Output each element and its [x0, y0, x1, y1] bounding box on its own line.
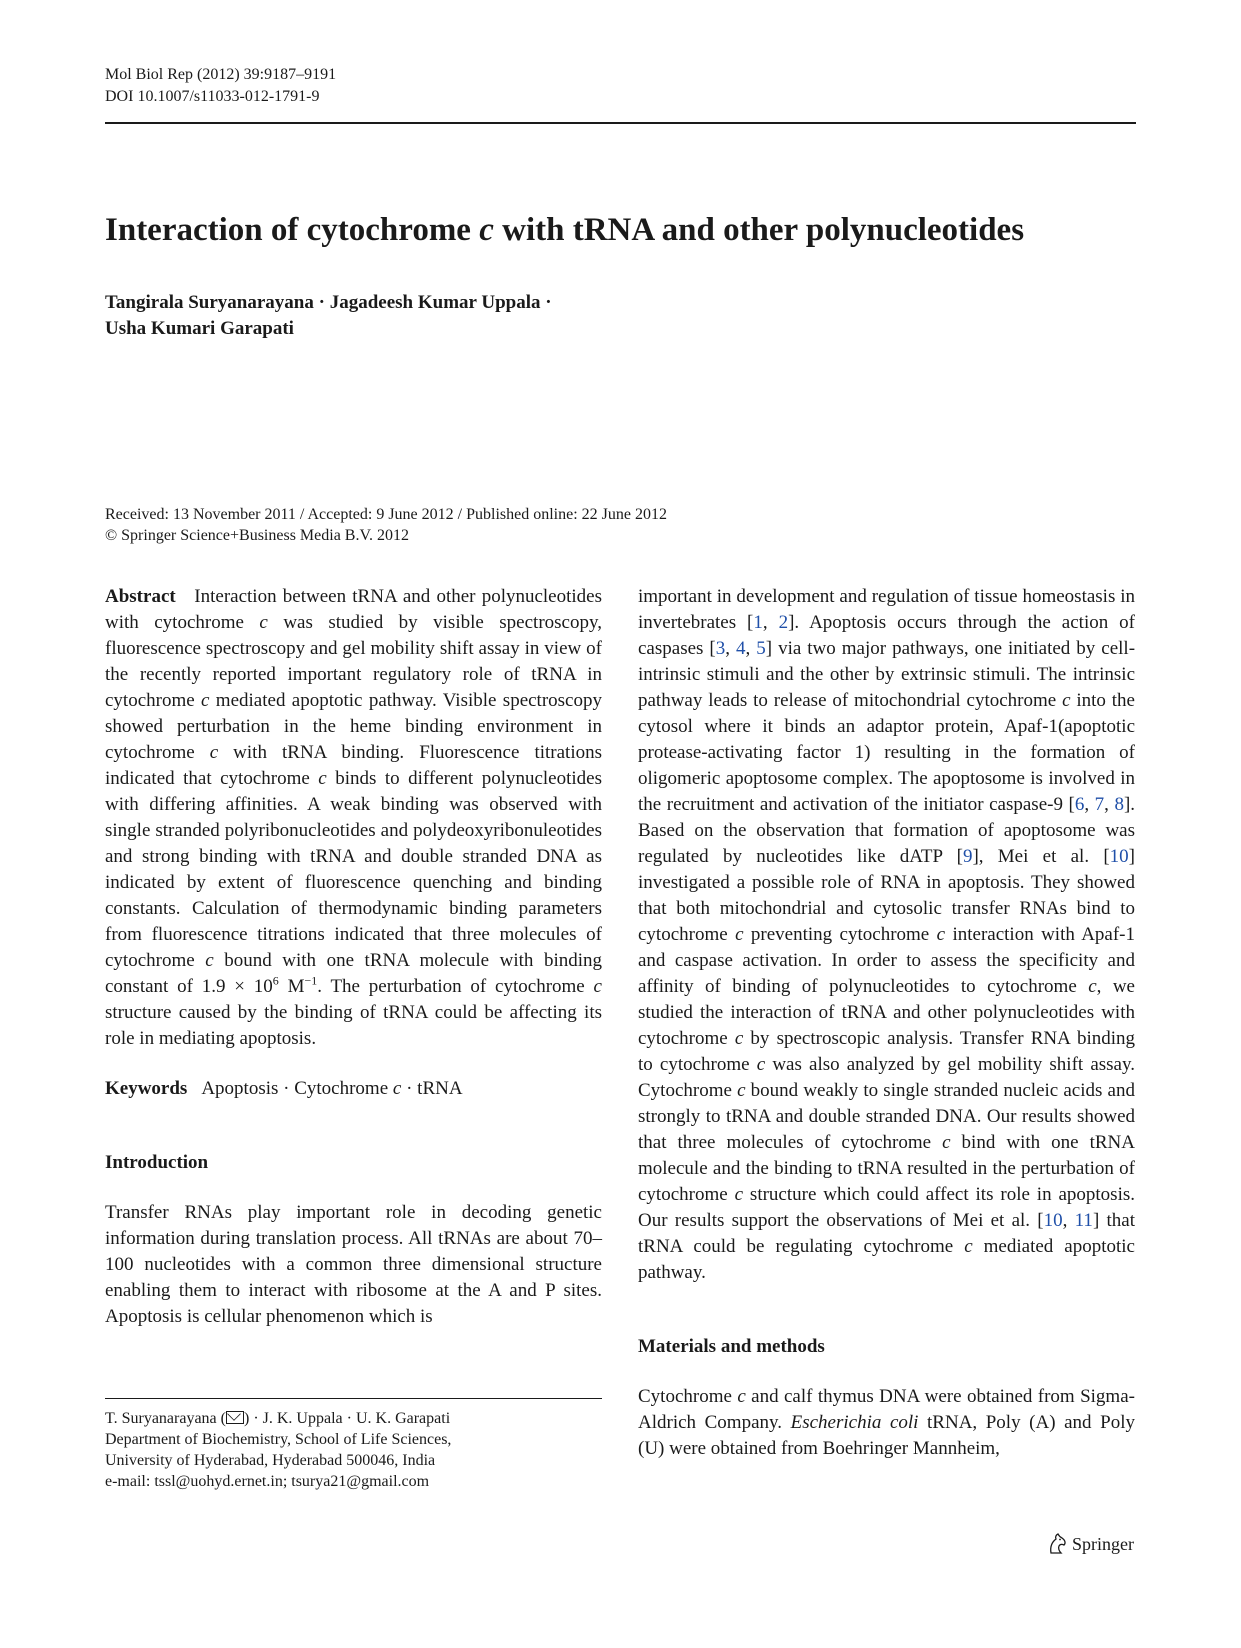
citation-link[interactable]: 9: [962, 846, 973, 867]
envelope-icon: [226, 1411, 244, 1424]
left-column: [105, 584, 602, 1330]
citation-link[interactable]: 3: [715, 638, 726, 659]
right-column: [638, 584, 1135, 1462]
copyright-line: © Springer Science+Business Media B.V. 2012: [105, 527, 409, 544]
introduction-heading: Introduction: [105, 1152, 209, 1173]
citation-link[interactable]: 10: [1043, 1210, 1063, 1231]
author-affiliation: [105, 1408, 451, 1492]
header-rule: [105, 122, 1136, 124]
author-email[interactable]: e-mail: tssl@uohyd.ernet.in; tsurya21@gmail.com: [105, 1473, 430, 1490]
methods-text: Cytochrome c and calf thymus DNA were obtained from Sigma-Aldrich Company. Escherichia coli tRNA, Poly (A) and Poly (U) were obtained from Boehringer Mannheim,: [638, 1386, 1135, 1459]
citation-link[interactable]: 1: [753, 612, 763, 633]
citation-link[interactable]: 2: [778, 612, 789, 633]
citation-link[interactable]: 10: [1109, 846, 1129, 867]
citation-link[interactable]: 6: [1074, 794, 1085, 815]
authors: [105, 290, 552, 342]
footnote-rule: [105, 1398, 602, 1399]
methods-heading: Materials and methods: [638, 1336, 825, 1357]
citation-link[interactable]: 7: [1094, 794, 1105, 815]
introduction-continued: important in development and regulation of tissue homeostasis in invertebrates [1, 2]. Apoptosis occurs through the action of caspases [3, 4, 5] via two major pathways, one initiated by cell-intrinsic stimuli and the other by extrinsic stimuli. The intrinsic pathway leads to release of mitochondrial cytochrome c into the cytosol where it binds an adaptor protein, Apaf-1(apoptotic protease-activating factor 1) resulting in the formation of oligomeric apoptosome complex. The apoptosome is involved in the recruitment and activation of the initiator caspase-9 [6, 7, 8]. Based on the observation that formation of apoptosome was regulated by nucleotides like dATP [9], Mei et al. [10] investigated a possible role of RNA in apoptosis. They showed that both mitochondrial and cytosolic transfer RNAs bind to cytochrome c preventing cytochrome c interaction with Apaf-1 and caspase activation. In order to assess the specificity and affinity of binding of polynucleotides to cytochrome c, we studied the interaction of tRNA and other polynucleotides with cytochrome c by spectroscopic analysis. Transfer RNA binding to cytochrome c was also analyzed by gel mobility shift assay. Cytochrome c bound weakly to single stranded nucleic acids and strongly to tRNA and double stranded DNA. Our results showed that three molecules of cytochrome c bind with one tRNA molecule and the binding to tRNA resulted in the perturbation of cytochrome c structure which could affect its role in apoptosis. Our results support the observations of Mei et al. [10, 11] that tRNA could be regulating cytochrome c mediated apoptotic pathway.: [638, 586, 1136, 1283]
doi: DOI 10.1007/s11033-012-1791-9: [105, 88, 320, 105]
authors-line-2: Usha Kumari Garapati: [105, 318, 294, 339]
abstract-label: Abstract: [105, 586, 176, 607]
keywords-label: Keywords: [105, 1078, 188, 1099]
introduction-text: Transfer RNAs play important role in decoding genetic information during translation process. All tRNAs are about 70–100 nucleotides with a common three dimensional structure enabling them to interact with ribosome at the A and P sites. Apoptosis is cellular phenomenon which is: [105, 1202, 602, 1327]
corresponding-authors: T. Suryanarayana ( ) · J. K. Uppala · U. K. Garapati: [105, 1410, 451, 1427]
abstract: Abstract Interaction between tRNA and other polynucleotides with cytochrome c was studied by visible spectroscopy, fluorescence spectroscopy and gel mobility shift assay in view of the recently reported important regulatory role of tRNA in cytochrome c mediated apoptotic pathway. Visible spectroscopy showed perturbation in the heme binding environment in cytochrome c with tRNA binding. Fluorescence titrations indicated that cytochrome c binds to different polynucleotides with differing affinities. A weak binding was observed with single stranded polyribonucleotides and polydeoxyribonuleotides and strong binding with tRNA and double stranded DNA as indicated by extent of fluorescence quenching and binding constants. Calculation of thermodynamic binding parameters from fluorescence titrations indicated that three molecules of cytochrome c bound with one tRNA molecule with binding constant of $1.9 \times 10^6$ $M^{-1}$. The perturbation of cytochrome c structure caused by the binding of tRNA could be affecting its role in mediating apoptosis.: [105, 586, 603, 1049]
publication-dates: [105, 504, 667, 546]
title-text-1: Interaction of cytochrome: [105, 212, 480, 248]
authors-line-1: Tangirala Suryanarayana · Jagadeesh Kumar Uppala ·: [105, 292, 552, 313]
citation-link[interactable]: 5: [756, 638, 766, 659]
affiliation-university: University of Hyderabad, Hyderabad 500046, India: [105, 1452, 436, 1469]
citation-link[interactable]: 11: [1074, 1210, 1093, 1231]
journal-citation: Mol Biol Rep (2012) 39:9187–9191: [105, 66, 337, 83]
citation-link[interactable]: 4: [736, 638, 746, 659]
paper-title: [105, 212, 1024, 249]
journal-header: [105, 64, 336, 108]
springer-horse-icon: [1046, 1532, 1068, 1556]
dates-line: Received: 13 November 2011 / Accepted: 9 June 2012 / Published online: 22 June 2012: [105, 506, 667, 523]
keywords: Keywords Apoptosis · Cytochrome c · tRNA: [105, 1078, 463, 1099]
affiliation-dept: Department of Biochemistry, School of Life Sciences,: [105, 1431, 452, 1448]
publisher-logo: [1046, 1532, 1134, 1556]
title-text-2: with tRNA and other polynucleotides: [493, 212, 1025, 248]
publisher-name: Springer: [1072, 1533, 1134, 1554]
title-italic: c: [479, 212, 494, 248]
citation-link[interactable]: 8: [1114, 794, 1124, 815]
